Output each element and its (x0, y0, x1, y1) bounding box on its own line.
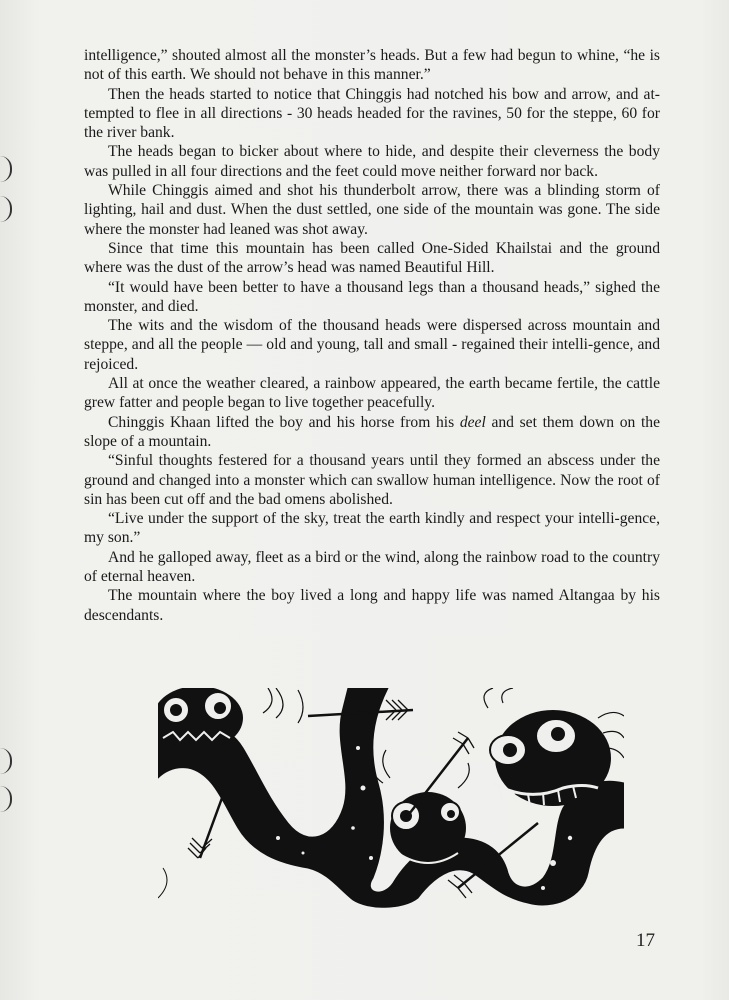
paragraph: “It would have been better to have a thousand legs than a thousand heads,” sighed the monster, and died. (84, 278, 660, 315)
story-text (84, 46, 660, 625)
paragraph: The heads began to bicker about where to hide, and despite their cleverness the body was pulled in all four directions and the feet could move neither forward nor back. (84, 143, 660, 180)
monster-illustration (158, 688, 624, 910)
binding-mark (0, 156, 12, 182)
paragraph: Then the heads started to notice that Chinggis had notched his bow and arrow, and at-tempted to flee in all directions - 30 heads headed for the ravines, 50 for the steppe, 60 for the river bank. (84, 85, 660, 142)
paragraph: Since that time this mountain has been called One-Sided Khailstai and the ground where was the dust of the arrow’s head was named Beautiful Hill. (84, 239, 660, 277)
paragraph: The wits and the wisdom of the thousand heads were dispersed across mountain and steppe, and all the people — old and young, tall and small - regained their intelli-gence, and rejoiced. (84, 317, 660, 373)
emphasis-deel: deel (459, 413, 486, 431)
page-number: 17 (636, 930, 655, 951)
paragraph (84, 413, 660, 452)
paragraph: “Sinful thoughts festered for a thousand years until they formed an abscess under the ground and changed into a monster which can swallow human intelligence. Now the root of sin has been cut off and the bad omens abolished. (84, 452, 660, 508)
paragraph: “Live under the support of the sky, treat the earth kindly and respect your intelli-gence, my son.” (84, 510, 660, 547)
binding-mark (0, 786, 12, 812)
paragraph: The mountain where the boy lived a long and happy life was named Altangaa by his descendants. (84, 587, 660, 624)
binding-mark (0, 748, 12, 774)
binding-mark (0, 196, 12, 222)
paragraph: And he galloped away, fleet as a bird or the wind, along the rainbow road to the country of eternal heaven. (84, 548, 660, 586)
paragraph-text: and set them down on the slope of a mountain. (84, 413, 660, 450)
paragraph-text: Chinggis Khaan lifted the boy and his horse from his (108, 413, 460, 431)
paragraph: All at once the weather cleared, a rainbow appeared, the earth became fertile, the cattle grew fatter and people began to live together peacefully. (84, 375, 660, 412)
paragraph: While Chinggis aimed and shot his thunderbolt arrow, there was a blinding storm of lighting, hail and dust. When the dust settled, one side of the mountain was gone. The side where the monster had leaned was shot away. (84, 182, 660, 238)
paragraph: intelligence,” shouted almost all the monster’s heads. But a few had begun to whine, “he is not of this earth. We should not behave in this manner.” (84, 47, 660, 84)
